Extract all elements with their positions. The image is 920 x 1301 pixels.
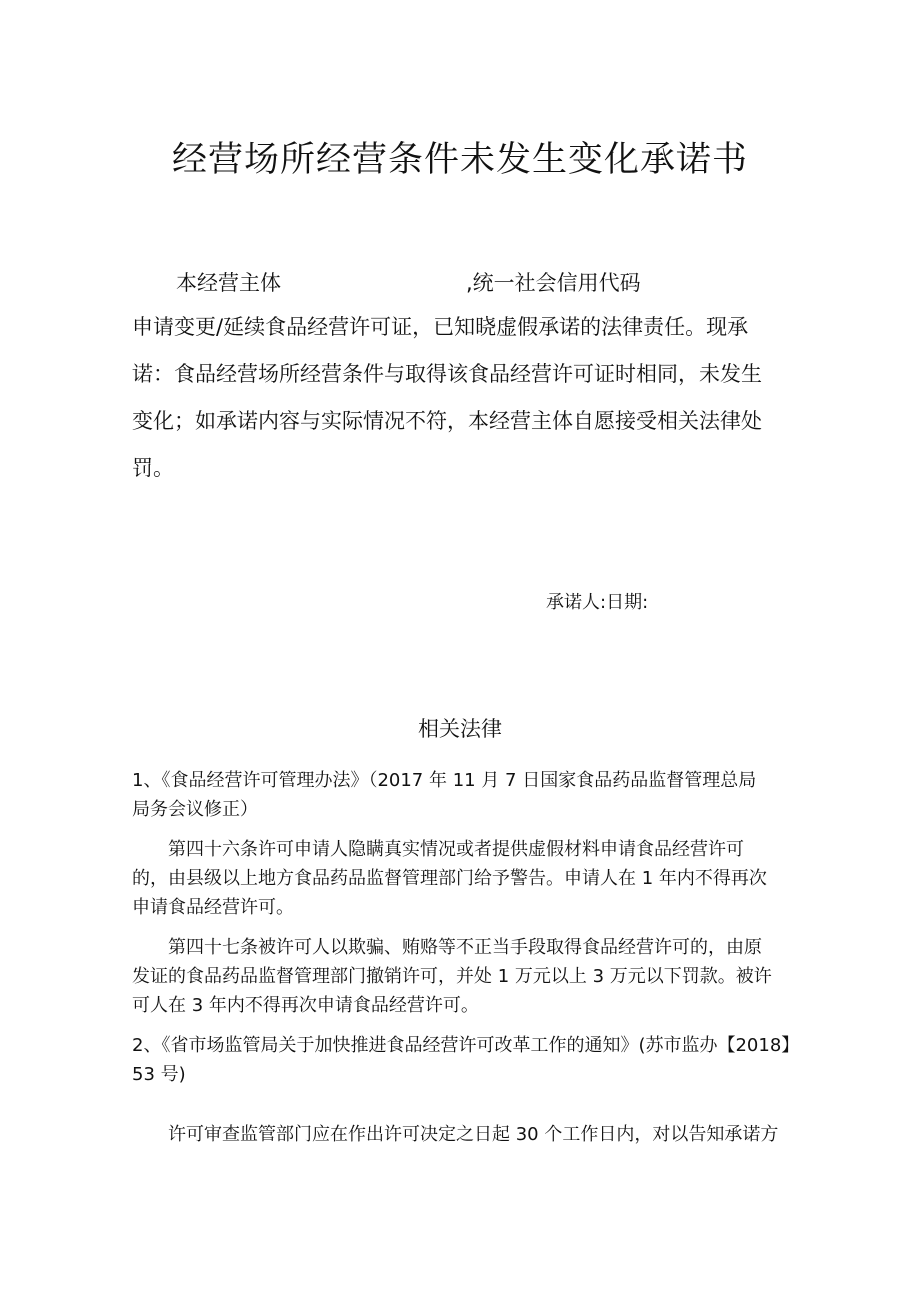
law-item-2-paragraph-line-1: 许可审查监管部门应在作出许可决定之日起 30 个工作日内，对以告知承诺方 <box>168 1124 779 1145</box>
promise-line-2: 诺：食品经营场所经营条件与取得该食品经营许可证时相同，未发生 <box>132 362 762 386</box>
article-47-line-1: 第四十七条被许可人以欺骗、贿赂等不正当手段取得食品经营许可的，由原 <box>168 937 762 958</box>
promise-line-3: 变化；如承诺内容与实际情况不符，本经营主体自愿接受相关法律处 <box>132 409 762 433</box>
article-46-line-2: 的，由县级以上地方食品药品监督管理部门给予警告。申请人在 1 年内不得再次 <box>132 868 767 889</box>
law-item-1-line-2: 局务会议修正） <box>132 799 258 820</box>
article-47-line-3: 可人在 3 年内不得再次申请食品经营许可。 <box>132 995 479 1016</box>
promise-line-1: 申请变更/延续食品经营许可证，已知晓虚假承诺的法律责任。现承 <box>132 315 749 339</box>
promise-line-4: 罚。 <box>132 456 174 480</box>
subject-label: 本经营主体 <box>176 271 281 295</box>
law-item-1-line-1: 1、《食品经营许可管理办法》（2017 年 11 月 7 日国家食品药品监督管理总局 <box>132 770 757 791</box>
signature-line: 承诺人:日期: <box>546 592 649 613</box>
law-item-2-line-1: 2、《省市场监管局关于加快推进食品经营许可改革工作的通知》(苏市监办【2018】 <box>132 1035 800 1056</box>
article-46-line-3: 申请食品经营许可。 <box>132 897 294 918</box>
credit-code-label: ,统一社会信用代码 <box>466 271 641 295</box>
article-47-line-2: 发证的食品药品监督管理部门撤销许可，并处 1 万元以上 3 万元以下罚款。被许 <box>132 966 772 987</box>
article-46-line-1: 第四十六条许可申请人隐瞒真实情况或者提供虚假材料申请食品经营许可 <box>168 839 744 860</box>
laws-heading: 相关法律 <box>418 717 502 741</box>
law-item-2-line-2: 53 号) <box>132 1064 186 1085</box>
document-title: 经营场所经营条件未发生变化承诺书 <box>171 140 748 180</box>
